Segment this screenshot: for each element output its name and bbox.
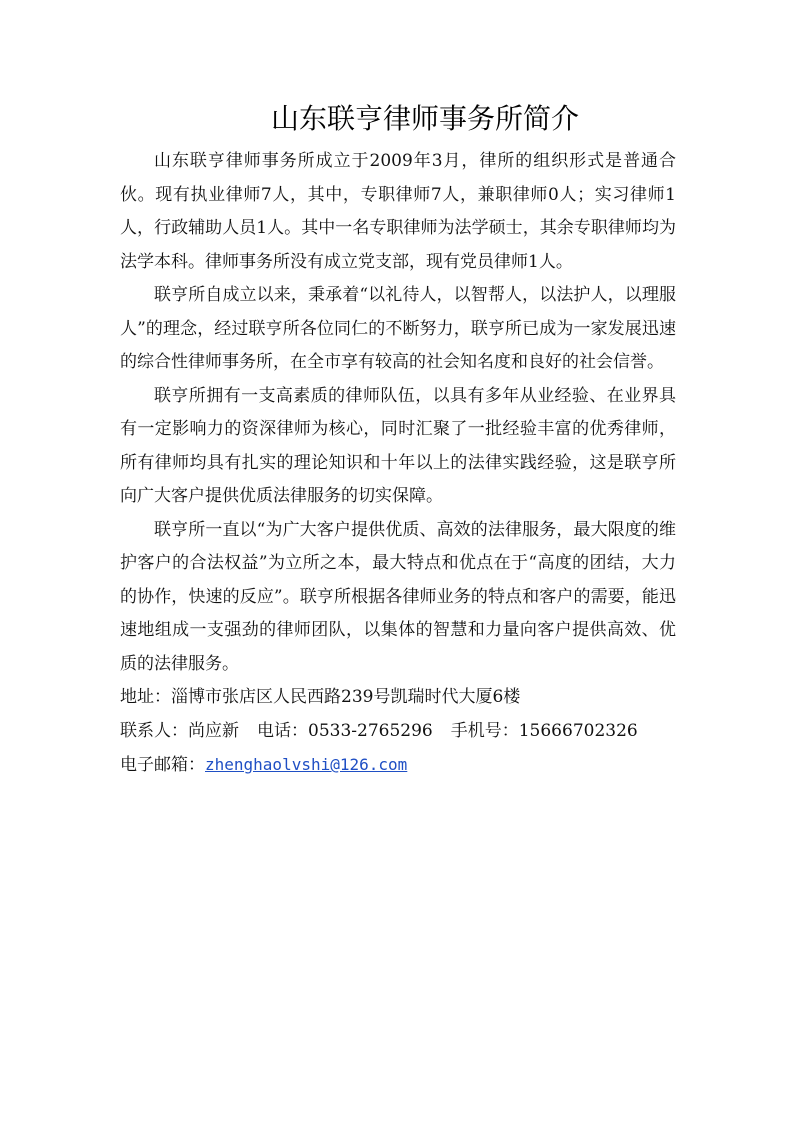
paragraph-philosophy: 联亨所自成立以来，秉承着“以礼待人，以智帮人，以法护人，以理服人”的理念，经过联亨所各位同仁的不断努力，联亨所已成为一家发展迅速的综合性律师事务所，在全市享有较高的社会知名度和良好的社会信誉。 [120, 285, 676, 372]
email-line [120, 748, 676, 783]
phone-label: 电话： [257, 720, 308, 741]
address-line [120, 681, 676, 715]
phone-value: 0533-2765296 [308, 720, 433, 741]
address-label: 地址： [120, 687, 171, 707]
contact-person-value: 尚应新 [188, 720, 239, 741]
email-label: 电子邮箱： [120, 755, 205, 775]
paragraph-service: 联亨所一直以“为广大客户提供优质、高效的法律服务，最大限度的维护客户的合法权益”为立所之本，最大特点和优点在于“高度的团结，大力的协作，快速的反应”。联亨所根据各律师业务的特点和客户的需要，能迅速地组成一支强劲的律师团队，以集体的智慧和力量向客户提供高效、优质的法律服务。 [120, 519, 676, 674]
document-body [120, 145, 676, 783]
email-link[interactable]: zhenghaolvshi@126.com [205, 755, 408, 774]
paragraph-founding: 山东联亨律师事务所成立于2009年3月，律所的组织形式是普通合伙。现有执业律师7人，其中，专职律师7人，兼职律师0人；实习律师1人，行政辅助人员1人。其中一名专职律师为法学硕士，其余专职律师均为法学本科。律师事务所没有成立党支部，现有党员律师1人。 [120, 151, 676, 272]
contact-person-line [120, 715, 676, 749]
mobile-label: 手机号： [450, 720, 519, 741]
address-value: 淄博市张店区人民西路239号凯瑞时代大厦6楼 [171, 687, 521, 707]
document-title: 山东联亨律师事务所简介 [270, 102, 579, 135]
contact-block [120, 681, 676, 783]
contact-person-label: 联系人： [120, 720, 188, 741]
mobile-value: 15666702326 [518, 720, 638, 741]
paragraph-team: 联亨所拥有一支高素质的律师队伍，以具有多年从业经验、在业界具有一定影响力的资深律师为核心，同时汇聚了一批经验丰富的优秀律师，所有律师均具有扎实的理论知识和十年以上的法律实践经验，这是联亨所向广大客户提供优质法律服务的切实保障。 [120, 385, 676, 506]
